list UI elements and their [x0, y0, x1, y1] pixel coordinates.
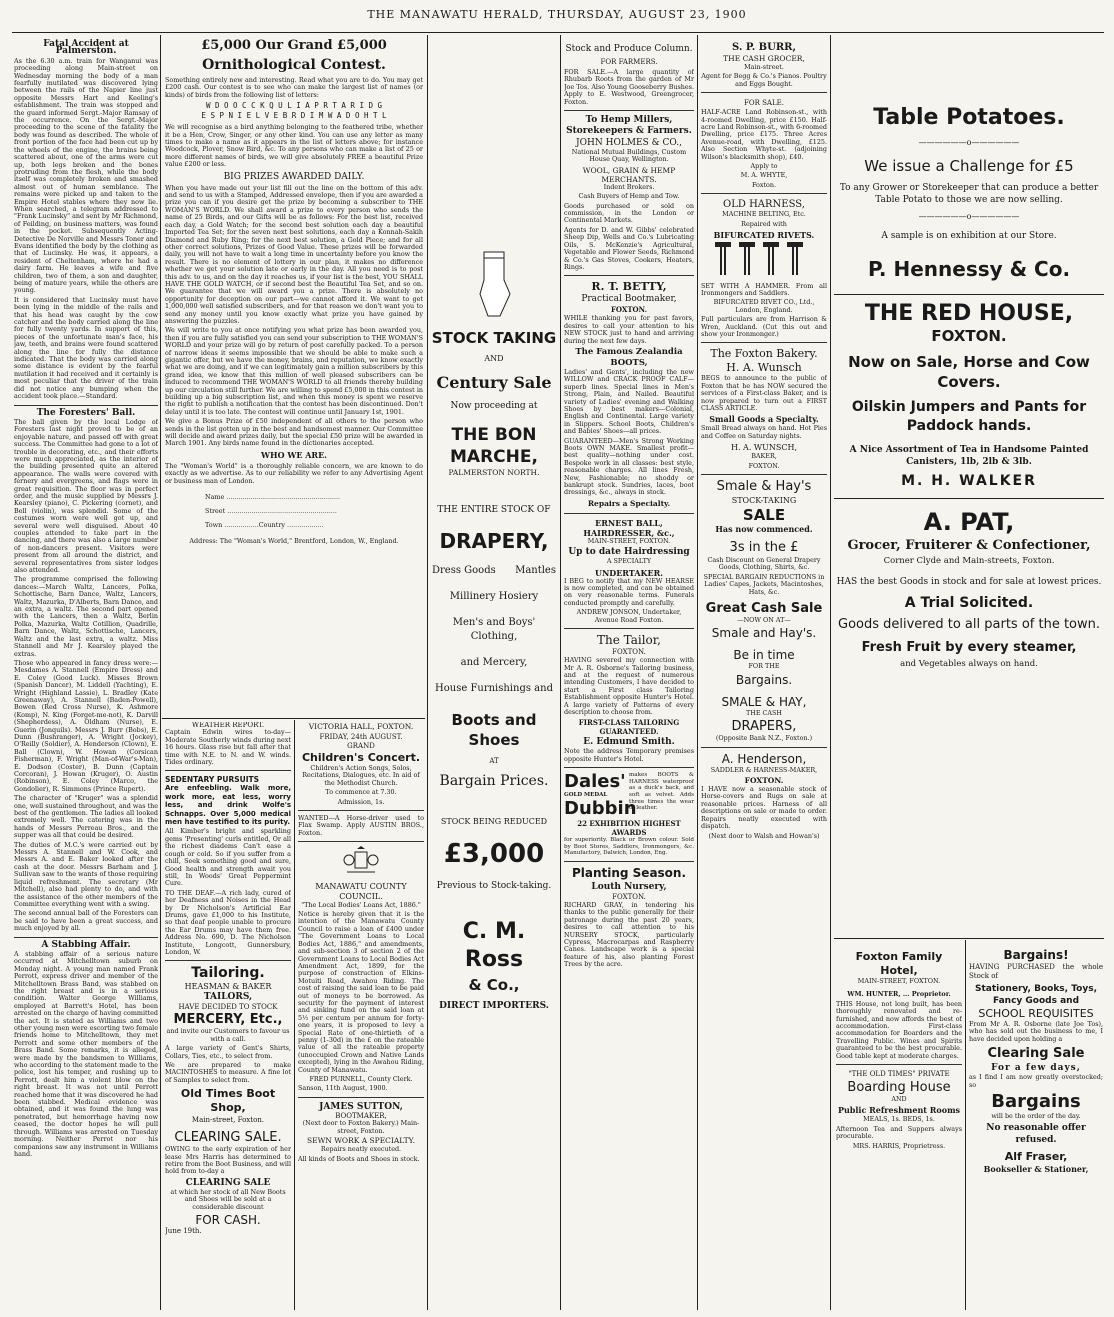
ma-whyte: M. A. WHYTE, — [740, 171, 788, 180]
ornament: ——————o—————— — [918, 212, 1020, 221]
article-paragraph: As the 6.30 a.m. train for Wanganui was proceeding along Main-street on Wednesday morning the body of a man fearfully mutilated was discovered lying between the rails of the Napier line just opposite Messrs Hart and Keeling's establishment. The train was stopped and the guard informed Sergt.-Major Ramsay of the occurrence. On the Sergt.-Major proceeding to the scene of the fatality the body was found as described. The whole of front portion of the face had been cut up by the wheels of the engine, the brains being scattered about, one of the arms were cut up, both legs broken and the bones protruding from the flesh, while the body itself was completely broken and smashed almost out of human semblance. The remains were picked up and taken to the Empire Hotel stables where they now lie. When searched, a telegram addressed to "Frank Lucinsky" and sent by Mr Richmond, of Feilding, on business matters, was found in the pocket. Subsequently Acting-Detective De Norville and Messrs Toner and Evans identified the body by the clothing as that of Lucinsky. He was, it appears, a resident of Cheltenham, where he had a dairy farm. He leaves a wife and five children, two of them, a son and daughter, being of mature years, while the others are young. — [14, 56, 158, 295]
be-in-time: Be in time — [733, 648, 795, 663]
sp-burr: S. P. BURR, — [732, 42, 796, 53]
contest-intro: Something entirely new and interesting. Read what you are to do. You may get £200 cash. Our contest is to see who can make the largest list of names (or kinds) of birds from the following list of letters: — [165, 76, 423, 99]
divider — [298, 810, 424, 811]
article-paragraph: The programme comprised the following dances:—March Waltz, Lancers, Polka, Schottische, Barn Dance, Waltz, Lancers, Waltz, Mazurka, D'Alberts, Barn Dance, and an extra, a waltz. The second part opened with the Lancers, then a Waltz, Berlin Polka, Mazurka, Waltz Cotillion, Quadrille, Barn Dance, Waltz, Schottische, Lancers, Waltz and the last extra, a waltz. Miss Stannell and Mr J. Kearsley played the extras. — [14, 575, 158, 658]
goods-delivered: Goods delivered to all parts of the town. — [838, 617, 1100, 632]
divider — [298, 1097, 424, 1098]
smale-hays: Smale & Hay's — [716, 479, 812, 494]
article-paragraph: The ball given by the local Lodge of Foresters last night proved to be of an enjoyable nature, and passed off with great success. The Committee had gone to a lot of trouble in decorating, etc., and their efforts were much appreciated, as the interior of the building presented quite an altered appearance. The walls were covered with fernery and evergreens, and flags were in great requisition. The floor was in perfect order, and the music supplied by Messrs J. Kearsley (piano), C. Pickering (cornet), and Bell (violin), was splendid. Some of the costumes worn were well got up, and several were well disguised. About 40 couples attended to take part in the dancing, and there was also a large number of non-dancers present. Visitors were present from all around the district, and several representatives from sister lodges also attended. — [14, 417, 158, 575]
boots-note: All kinds of Boots and Shoes in stock. — [298, 1154, 420, 1163]
drapery-heading: DRAPERY, — [439, 529, 549, 553]
oilskin-jumpers: Oilskin Jumpers and Pants for Paddock hands. — [851, 399, 1087, 434]
betty-town: FOXTON. — [610, 305, 648, 315]
divider — [701, 747, 827, 748]
col4-adverts — [564, 44, 694, 1310]
council-signature: FRED PURNELL, County Clerk. — [309, 1075, 413, 1083]
entire-stock: THE ENTIRE STOCK OF — [437, 505, 551, 515]
zealandia-boots: The Famous Zealandia BOOTS, — [575, 346, 683, 368]
bootmaker-label: BOOTMAKER, — [335, 1111, 387, 1120]
challenge-body: To any Grower or Storekeeper that can produce a better Table Potato to those we are now selling. — [839, 183, 1099, 205]
concert-body: Children's Action Songs, Solos, Recitations, Dialogues, etc. In aid of the Methodist Church. — [302, 764, 420, 787]
practical-bootmaker: Practical Bootmaker, — [581, 294, 677, 305]
contest-address: Address: The "Woman's World," Brentford, London, W., England. — [189, 537, 399, 546]
nursery-town: FOXTON. — [612, 892, 646, 901]
divider — [165, 960, 291, 961]
smale-hay: SMALE & HAY, — [721, 694, 807, 709]
alf-fraser: Alf Fraser, — [1004, 1150, 1068, 1164]
clearing-sale-heading: CLEARING SALE. — [174, 1130, 282, 1146]
boarding-house: Boarding House — [847, 1080, 951, 1096]
dales-dubbin-advert — [564, 772, 694, 819]
whyte-town: Foxton. — [751, 180, 777, 189]
sedentary-heading: SEDENTARY PURSUITS — [165, 775, 260, 785]
gold-medal: GOLD MEDAL — [564, 792, 608, 799]
and-co: & Co., — [468, 976, 520, 994]
divider — [14, 937, 158, 938]
divider — [834, 294, 1104, 295]
afternoon-tea: Afternoon Tea and Suppers always procurable. — [836, 1124, 962, 1141]
wool-grain-hemp: WOOL, GRAIN & HEMP MERCHANTS. — [582, 165, 676, 184]
hairdresser: HAIRDRESSER, &c., — [583, 527, 675, 538]
name-field-label: Name — [205, 493, 225, 502]
bookseller-advert — [969, 948, 1103, 1308]
palmerston-north: PALMERSTON NORTH. — [448, 468, 540, 477]
louth-nursery: Louth Nursery, — [591, 881, 667, 892]
mercery-line: and Mercery, — [460, 657, 528, 668]
holmes-agents: Agents for D. and W. Gibbs' celebrated Sheep Dip, Wells and Co.'s Lubricating Oils, S. McKenzie's Agricultural, Vegetable and Flower Seeds, Richmond & Co.'s Gas Stoves, Cookers, Heaters, Rings. — [564, 225, 694, 271]
foxton-family-hotel — [836, 950, 962, 1310]
century-sale: Century Sale — [436, 373, 552, 392]
having-purchased: HAVING PURCHASED the whole Stock of — [969, 963, 1103, 980]
weather-heading: WEATHER REPORT. — [191, 722, 265, 729]
wanted-advert: WANTED—A Horse-driver used to Flax Swamp. Apply AUSTIN BROS., Foxton. — [298, 814, 424, 837]
section-rule — [834, 938, 1104, 939]
school-requisites: SCHOOL REQUISITES — [978, 1007, 1094, 1020]
smale-and-hays: Smale and Hay's. — [711, 626, 817, 641]
contest-body: The "Woman's World" is a thoroughly reliable concern, we are known to do exactly as we advertise. As to our reliability we refer to any Advertising Agent or business man of London. — [165, 461, 423, 485]
holmes-goods: Goods purchased or sold on commission, in the London or Continental Markets. — [564, 201, 694, 225]
grocer-fruiterer: Grocer, Fruiterer & Confectioner, — [847, 538, 1091, 553]
repairs-note: Repairs neatly executed. — [320, 1145, 402, 1154]
three-shillings: 3s in the £ — [729, 540, 799, 555]
foxton-bakery: The Foxton Bakery. — [710, 347, 818, 361]
amount-3000: £3,000 — [443, 839, 545, 869]
exhibition-awards: 22 EXHIBITION HIGHEST AWARDS — [577, 819, 681, 838]
henderson-town: FOXTON. — [744, 776, 784, 786]
article-heading-stabbing-affair: A Stabbing Affair. — [41, 939, 131, 950]
and-label: AND — [891, 1095, 907, 1104]
divider — [564, 513, 694, 514]
divider — [165, 770, 291, 771]
letters-row: W D O O C C K Q U L I A P R T A R I D G — [205, 101, 383, 111]
divider — [564, 767, 694, 768]
stock-produce-heading: Stock and Produce Column. — [565, 44, 693, 54]
article-heading-fatal-accident: Fatal Accident at Palmerston. — [43, 39, 129, 57]
concert-grand: GRAND — [347, 742, 375, 750]
who-we-are-heading: WHO WE ARE. — [261, 449, 327, 460]
tailoring-decided: HAVE DECIDED TO STOCK — [178, 1003, 278, 1012]
great-cash-sale: Great Cash Sale — [705, 601, 823, 617]
mh-walker: M. H. WALKER — [901, 473, 1037, 489]
contest-advert — [165, 38, 423, 716]
weather-report: Captain Edwin wires to-day—Moderate Southerly winds during next 16 hours. Glass rise but fall after that time with N.E. to N. and W. winds. Tides ordinary. — [165, 728, 291, 767]
rivet-company: BIFURCATED RIVET CO., Ltd., London, England. — [713, 298, 815, 314]
old-times-private: "THE OLD TIMES" PRIVATE — [848, 1070, 950, 1079]
now-proceeding: Now proceeding at — [450, 401, 538, 411]
county-council-heading: MANAWATU COUNTY COUNCIL. — [315, 881, 407, 901]
hotel-proprietor: WM. HUNTER, ... Proprietor. — [847, 990, 951, 999]
old-harness: OLD HARNESS, — [723, 199, 805, 211]
has-commenced: Has now commenced. — [715, 524, 813, 534]
indent-brokers: Indent Brokers. — [603, 182, 655, 191]
mercery-heading: MERCERY, Etc., — [173, 1012, 283, 1028]
pointing-hand-icon — [430, 250, 558, 320]
council-notice: Notice is hereby given that it is the intention of the Manawatu County Council to raise a loan of £400 under "The Government Loans to Local Bodies Act, 1886," and amendments, and sub-section 3 of section 2 of the Government Loans to Local Bodies Act Amendment Act, 1899, for the purpose of construction of Elkins-Motuiti Road, Awahou Riding. The cost of raising the said loan to be paid out of moneys to be borrowed. As security for the payment of interest and sinking fund on the said loan at 5½ per centum per annum for forty-one years, it is proposed to levy a Special Rate of one-thirtieth of a penny (1-30d) in the £ on the rateable value of all the rateable property (unoccupied Crown and Native Lands excepted), lying in the Awahou Riding, County of Manawatu. — [298, 910, 424, 1074]
dales-small: for superiority. Black or Brown colour. Sold by Boot Stores, Saddlers, Ironmongers, &c. Manufactory, Dalwich, London, Eng. — [564, 837, 694, 857]
clearing-sale-body: at which her stock of all New Boots and Shoes will be sold at a considerable discount — [170, 1187, 286, 1211]
bargain-prices: Bargain Prices. — [439, 773, 549, 789]
challenge: We issue a Challenge for £5 — [864, 157, 1074, 175]
loans-act: "The Local Bodies' Loans Act, 1886." — [301, 900, 421, 909]
dress-goods: Dress Goods — [432, 565, 496, 576]
article-heading-foresters-ball: The Foresters' Ball. — [36, 407, 136, 418]
town-field-label: Town — [205, 521, 223, 530]
concert-date: FRIDAY, 24th AUGUST. — [319, 733, 403, 741]
old-times-address: Main-street, Foxton. — [191, 1116, 265, 1125]
at-label: AT — [489, 757, 499, 765]
coat-of-arms-icon — [298, 846, 424, 878]
cash-buyers: Cash Buyers of Hemp and Tow. — [578, 192, 680, 201]
rt-betty: R. T. BETTY, — [591, 280, 667, 294]
baker-label: BAKER, — [751, 452, 777, 461]
hotel-body: THIS House, not long built, has been thoroughly renovated and re-furnished, and now affords the best of accommodation. First-class accommodation for Boarders and the Travelling Public. Wines and Spirits guaranteed to be the best procurable. Good table kept at moderate charges. — [836, 999, 962, 1060]
rivet-particulars: Full particulars are from Harrison & Wren, Auckland. (Cut this out and show your Ironmonger.) — [701, 315, 827, 338]
prizes-heading: BIG PRIZES AWARDED DAILY. — [223, 171, 365, 182]
article-paragraph: A stabbing affair of a serious nature occurred at Mitchelltown suburb on Monday night. A young man named Frank Perrott, express driver and member of the Mitchelltown Brass Band, was stabbed on the right breast and is in a serious condition. Walter George Williams, employed at Barrett's Hotel, has been arrested on the charge of having committed the act. It is stated as Williams and two other young men were escorting two female friends home to Mitchelltown, they met Perrott and some other members of the Brass Band. Some remarks, it is alleged, were made by the bandsmen to Williams, who according to the statement made to the police, lost his temper, and rushing up to Perrott, dealt him a violent blow on the right breast. It was not until Perrott reached home that it was discovered he had been stabbed. Medical evidence was obtained, and it was found the lung was penetrated, but hemorrhage having now ceased, the doctor hopes he will pull through. Williams was arrested on Tuesday morning. Neither Perrot nor his companions saw any instrument in Williams hand. — [14, 949, 158, 1158]
smith-note: Note the address Temporary premises opposite Hunter's Hotel. — [564, 747, 694, 763]
refreshment-rooms: Public Refreshment Rooms — [837, 1105, 961, 1116]
stock-taking: STOCK-TAKING — [731, 496, 797, 505]
article-paragraph: Those who appeared in fancy dress were:—Mesdames A. Stannell (Empire Dress) and E. Coley (Good Luck). Misses Brown (Spanish Dancer), M. Liddell (Yachting), E. Wright (Highland Lassie), L. Bradley (Kate Greenaway), A. Stannell (Baden-Powell), Bowen (Red Cross Nurse), K. Ashmore (Komp), N. King (Forget-me-not), K. Darvill (Shepherdess), A. Oldham (Nurse), E. Guerin (Jonquils). Messrs J. Burr (Bobs), E. Dunn (Bushranger), A. Wright (Jockey), O'Reilly (Soldier), A. Henderson (Clown), E. Ball (Clown), W. Howan (Corsican Fisherman), F. Wright (Man-of-War's-Man), E. Dodson (Coster), B. Dunn (Captain Corcoran), J. Howan (Kruger), O. Austin (Robinson), E. Coley (Marco, the Gondolier), R. Simmons (Prince Rupert). — [14, 658, 158, 793]
town-field[interactable]: Town .................Country .................. — [205, 521, 324, 530]
zealandia-body: Ladies' and Gents', including the new WILLOW and CRACK PROOF CALF—superb lines. Special lines in Men's Strong, Plain, and Nailed. Beautiful variety of Ladies' evening and Walking Shoes by best makers—Colonial, English and Continental. Large variety in Slippers. School Boots, Children's and Babies' Shoes—all prices. — [564, 367, 694, 436]
bifurcated-rivets: BIFURCATED RIVETS. — [713, 230, 815, 241]
tailoring-firm: HEASMAN & BAKER — [184, 982, 272, 992]
saddler: SADDLER & HARNESS-MAKER, — [710, 765, 818, 774]
tailoring-invite: and invite our Customers to favour us with a call. — [166, 1027, 290, 1043]
bookseller-stationer: Bookseller & Stationer, — [983, 1164, 1089, 1175]
country-field-label: Country — [258, 521, 285, 530]
repairs-specialty: Repairs a Specialty. — [587, 498, 671, 508]
old-times-boot-shop: Old Times Boot Shop, — [180, 1087, 276, 1115]
column-divider — [560, 35, 561, 1310]
name-field[interactable]: Name ........................................................ — [205, 493, 341, 502]
cash-discount: Cash Discount on General Drapery Goods, Clothing, Shirts, &c. — [707, 556, 821, 572]
mantles: Mantles — [515, 565, 556, 576]
dress-goods-line — [430, 564, 558, 578]
tailoring-label: TAILORS, — [203, 992, 253, 1003]
tailor-town: FOXTON. — [612, 648, 646, 657]
col2-right-adverts — [298, 722, 424, 1312]
hemp-millers-heading: To Hemp Millers, Storekeepers & Farmers. — [566, 115, 692, 137]
divider — [701, 342, 827, 343]
sedentary-body: Are enfeebling. Walk more, work more, eat less, worry less, and drink Wolfe's Schnapps. Over 5,000 medical men have testified to its purity. — [165, 784, 291, 827]
sample-note: A sample is on exhibition at our Store. — [881, 231, 1057, 241]
sale-heading: SALE — [742, 506, 786, 524]
horse-cow-covers: Now on Sale, Horse and Cow Covers. — [848, 353, 1090, 391]
direct-importers: DIRECT IMPORTERS. — [439, 1001, 549, 1011]
tailoring-body: A large variety of Gent's Shirts, Collars, Ties, etc., to select from. — [165, 1044, 291, 1060]
millinery-line: Millinery Hosiery — [449, 591, 539, 602]
divider — [701, 474, 827, 475]
cash-grocer: THE CASH GROCER, — [723, 54, 805, 63]
up-to-date: Up to date Hairdressing — [568, 547, 690, 558]
boots-and-shoes: Boots and Shoes — [451, 711, 537, 749]
pat-best-goods: HAS the best Goods in stock and for sale at lowest prices. — [836, 577, 1102, 587]
meals-beds: MEALS, 1s. BEDS, 1s. — [863, 1115, 935, 1124]
stock-reduced: STOCK BEING REDUCED — [440, 817, 548, 826]
for-sale: FOR SALE. — [744, 99, 784, 108]
bargains-big: Bargains — [991, 1091, 1081, 1113]
contest-body: We will write to you at once notifying you what prize has been awarded you, then if you are fully satisfied you can send your subscription to THE WOMAN'S WORLD and your prize will go by return of post carefully packed. To a person of narrow ideas it seems impossible that we should be able to make such a gigantic offer, but we have the money, brains, and reputation, we know exactly what we are doing, and if we can legitimately gain a million subscribers by this grand idea, we know that this million of well pleased subscribers can be induced to recommend THE WOMAN'S WORLD to all friends thereby building up our circulation still further. We are willing to spend £5,000 in this contest in building up a big subscription list, and when this money is spent we reserve the right to publish a notification that the contest has been discontinued. Don't delay until it is too late. The contest will continue until January 1st, 1901. — [165, 326, 423, 416]
vegetables-note: and Vegetables always on hand. — [900, 659, 1038, 669]
section-rule — [162, 718, 425, 719]
now-on-at: —NOW ON AT— — [737, 616, 791, 625]
a-henderson: A. Henderson, — [721, 751, 807, 766]
fresh-fruit: Fresh Fruit by every steamer, — [861, 640, 1077, 655]
cm-ross: C. M. Ross — [462, 919, 526, 972]
divider — [701, 92, 827, 93]
childrens-concert: Children's Concert. — [301, 751, 421, 764]
col2-left-adverts — [165, 722, 291, 1312]
james-sutton: JAMES SUTTON, — [319, 1101, 403, 1112]
guaranteed-body: GUARANTEED—Men's Strong Working Boots OWN MAKE. Smallest profit—best quality—nothing under cost. Bespoke work in all classes: best style, reasonable charges. All lines Fresh, New, Fashionable; no shoddy or bankrupt stock. Sundries, laces, boot dressings, &c., always in stock. — [564, 436, 694, 497]
for-farmers: FOR FARMERS. — [600, 58, 658, 66]
next-door: (Next door to Walsh and Howan's) — [708, 831, 820, 840]
red-house: THE RED HOUSE, — [864, 301, 1074, 326]
sewn-work: SEWN WORK A SPECIALTY. — [306, 1136, 416, 1146]
first-class-tailoring: FIRST-CLASS TAILORING GUARANTEED. — [578, 718, 680, 737]
pat-address: Corner Clyde and Main-streets, Foxton. — [883, 556, 1055, 566]
table-potatoes: Table Potatoes. — [873, 105, 1065, 130]
tailoring-heading: Tailoring. — [191, 965, 265, 982]
no-offer-refused: No reasonable offer refused. — [986, 1123, 1086, 1146]
sedentary-verse: All Kimber's bright and sparkling gems 'Presenting' curls entitled, Or all the richest diadems Can't ease a cough or cold. So if you suffer from a chill, Seek something good and sure, Good health and strength await you still, In Woods' Great Peppermint Cure. — [165, 827, 291, 888]
family-hotel-heading: Foxton Family Hotel, — [855, 950, 943, 977]
specialty: A SPECIALTY — [606, 557, 652, 566]
clearing-sale-body: OWING to the early expiration of her lease Mrs Harris has determined to retire from the Boot Business, and will hold from to-day a — [165, 1145, 291, 1176]
column-divider — [697, 35, 698, 1310]
victoria-hall: VICTORIA HALL, FOXTON. — [308, 722, 414, 731]
bargains-bang: Bargains! — [1003, 948, 1069, 962]
and-label: AND — [484, 354, 504, 363]
column-divider — [160, 35, 161, 1310]
column-divider — [965, 940, 966, 1310]
for-cash: FOR CASH. — [195, 1213, 261, 1228]
for-the: FOR THE — [748, 662, 780, 671]
article-paragraph: It is considered that Lucinsky must have been lying in the middle of the rails and that his head was caught by the cow catcher and the body carried along the line for fully twenty yards. In support of this, pieces of the unfortunate man's face, his jaw, teeth, and brains were found scattered along the line for fully the distance indicated. That the body was carried along some distance is evident by the fearful mutilation it had received and it certainly is most peculiar that the driver of the train did not notice any bumping when the accident took place.—Standard. — [14, 295, 158, 401]
divider — [701, 193, 827, 194]
column-divider — [294, 720, 295, 1310]
order-of-day: will be the order of the day. — [991, 1112, 1081, 1121]
column-divider — [427, 35, 428, 1310]
sutton-address: (Next door to Foxton Bakery.) Main-street, Foxton. — [302, 1119, 420, 1135]
previous-stocktaking: Previous to Stock-taking. — [436, 881, 552, 891]
stationery-books: Stationery, Books, Toys, Fancy Goods and — [975, 984, 1097, 1006]
news-column — [14, 38, 158, 1313]
contest-subtitle: Ornithological Contest. — [202, 57, 386, 73]
the-tailor: The Tailor, — [596, 633, 661, 648]
divider — [834, 498, 1104, 499]
masthead: THE MANAWATU HERALD, THURSDAY, AUGUST 23, 1900 — [367, 8, 747, 21]
nursery-body: RICHARD GRAY, in tendering his thanks to the public generally for their patronage during the past 20 years, desires to call attention to his NURSERY STOCK, particularly Cypress, Macrocarpas and Raspberry Canes. Landscape work is a special feature of his, also planting Forest Trees by the acre. — [564, 900, 694, 969]
overstocked: as I find I am now greatly overstocked; so — [969, 1073, 1103, 1089]
contest-body: We give a Bonus Prize of £50 independent of all others to the person who sends in the list gotten up in the best and handsomest manner. Our Committee will decide and award prizes daily, but the special £50 prize will be awarded in March 1901. Any birds name found in the dictionaries accepted. — [165, 417, 423, 448]
undertaker: UNDERTAKER. — [594, 567, 664, 578]
divider — [564, 861, 694, 862]
rhubarb-for-sale: FOR SALE.—A large quantity of Rhubarb Roots from the garden of Mr Joe Tos. Also Young Gooseberry Bushes. Apply to E. Westwood, Greengrocer, Foxton. — [564, 68, 694, 106]
ornament: ——————o—————— — [918, 138, 1020, 147]
divider — [564, 628, 694, 629]
clearing-sale-subheading: CLEARING SALE — [185, 1177, 271, 1188]
house-furnishings: House Furnishings and — [435, 683, 553, 694]
the-cash: THE CASH — [746, 708, 782, 717]
undertaker-body: I BEG to notify that my NEW HEARSE is now completed, and can be obtained on very reasonable terms. Funerals conducted promptly and carefully. — [564, 576, 694, 607]
article-paragraph: The character of "Kruger" was a splendid one, well sustained throughout, and was the best of the gentlemen. The ladies all looked extremely well. The catering was in the hands of Messrs Perreau Bros., and the supper was all that could be desired. — [14, 794, 158, 840]
mrs-harris: MRS. HARRIS, Proprietress. — [852, 1141, 946, 1150]
tailoring-macs: We are prepared to make MACINTOSHES to measure. A fine lot of Samples to select from. — [165, 1061, 291, 1084]
contest-body: When you have made out your list fill out the line on the bottom of this adv. and send to us with a Stamped, Addressed envelope, then if you are awarded a prize you can if you desire get the prize by becoming a subscriber to THE WOMAN'S WORLD. We shall award a prize to every person who sends the name of 25 Birds, and our Gifts will be as follows: For the best list, received each day, a Gold Watch; for the second best solution each day a beautiful Imported Tea Set; for the seven next best solutions, each day a Konnah-Sakih Diamond and Ruby Ring; for the next best solution, a Gold Piece; and for all other correct solutions, Prizes of Good Value. These prizes will be forwarded daily, you will not have to wait a long time in uncertainty before you know the result. There is no element of lottery in our plan, it makes no difference whether we get your solution late or early in the day. All you need is to post this adv. to us, and on the day it reaches us, if your list is the best, YOU SHALL HAVE THE GOLD WATCH, or if second best the Beautiful Tea Set, and so on. We guarantee that we will award you a prize. There is absolutely no opportunity for deception on our part—we cannot afford it. We want to get 1,000,000 well satisfied subscribers, and for that reason we don't want you to send any money until you know exactly what prize you have gained by answering the puzzles. — [165, 183, 423, 325]
red-house-town: FOXTON. — [931, 327, 1007, 345]
holmes-address: National Mutual Buildings, Custom House Quay, Wellington. — [571, 148, 687, 164]
p-hennessy: P. Hennessy & Co. — [867, 257, 1071, 281]
machine-belting: MACHINE BELTING, Etc. — [722, 210, 806, 219]
drapers: DRAPERS, — [731, 719, 797, 735]
tailor-body: HAVING severed my connection with Mr A. R. Osborne's Tailoring business, and at the request of numerous intending Customers, I have decided to start a First class Tailoring Establishment opposite Hunter's Hotel. A large variety of Patterns of every description to choose from. — [564, 656, 694, 716]
ernest-ball: ERNEST BALL, — [595, 517, 663, 528]
divider — [298, 841, 424, 842]
letters-row: E S P N I E L V E B R D I M W A D O H T L — [201, 111, 387, 121]
concert-time: To commence at 7.30. — [325, 788, 397, 797]
land-for-sale: HALF-ACRE Land Robinson-st., with 4-roomed Dwelling, price £150. Half-acre Land Robinson-st., with 6-roomed Dwelling, price £175. Three Acres Avenue-road, with Dwelling, £125. Also Section Whyte-st. (adjoining Wilson's blacksmith shop), £40. — [701, 108, 827, 161]
special-bargain: SPECIAL BARGAIN REDUCTIONS in Ladies' Capes, Jackets, Macintoshes, Hats, &c. — [703, 572, 825, 596]
contest-body: We will recognise as a bird anything belonging to the feathered tribe, whether it be a Hen, Crow, Singer, or any other kind. You can use any letter as many times to make a name as it appears in the list of letters above; for instance Woodcock, Plover, Snow Bird, &c. To any persons who can make a list of 25 or more different names of birds, we will give absolutely FREE a beautiful Prize value £200 or less. — [165, 123, 423, 169]
divider — [564, 110, 694, 111]
contest-title: £5,000 Our Grand £5,000 — [201, 38, 387, 53]
burr-main: Main-street. — [744, 63, 784, 71]
clearing-sale: Clearing Sale — [987, 1046, 1085, 1062]
top-rule — [12, 32, 1104, 33]
small-bread: Small Bread always on hand. Hot Pies and Coffee on Saturday nights. — [701, 424, 827, 440]
betty-body: WHILE thanking you for past favors, desires to call your attention to his NEW STOCK just to hand and arriving during the next few days. — [564, 314, 694, 345]
bargains-heading: Bargains. — [735, 672, 793, 687]
tea-assortment: A Nice Assortment of Tea in Handsome Painted Canisters, 1lb, 2lb & 3lb. — [849, 445, 1089, 467]
undertaker-sign: ANDREW JONSON, Undertaker, Avenue Road Foxton. — [576, 608, 682, 624]
opposite-bank: (Opposite Bank N.Z., Foxton.) — [715, 734, 813, 743]
divider — [14, 405, 158, 406]
rivets-icon — [701, 242, 827, 280]
edmund-smith: E. Edmund Smith. — [583, 737, 675, 748]
deaf-notice: TO THE DEAF.—A rich lady, cured of her Deafness and Noises in the Head by Dr Nicholson's Artificial Ear Drums, gave £1,000 to his Institute, so that deaf people unable to procure the Ear Drums may have them free. Address No. 690, D. The Nicholson Institute, Longcott, Gunnersbury, London, W. — [165, 888, 291, 956]
col5-adverts — [701, 42, 827, 1310]
dales-side: makes BOOTS & HARNESS waterproof as a duck's back, and soft as velvet. Adds three times the wear of leather. — [629, 772, 694, 812]
henderson-body: I HAVE now a seasonable stock of Horse-covers and Rugs on sale at reasonable prices. Harness of all descriptions on sale or made to order. Repairs neatly executed with dispatch. — [701, 785, 827, 831]
planting-season: Planting Season. — [571, 865, 687, 880]
stocktaking-heading: STOCK TAKING — [431, 329, 557, 347]
ball-address: MAIN-STREET, FOXTON. — [587, 536, 671, 545]
clearing-date: June 19th. — [165, 1227, 202, 1236]
column-divider — [830, 35, 831, 1310]
ha-wunsch: H. A. Wunsch — [726, 361, 802, 375]
ross-advert — [430, 38, 558, 1308]
street-field[interactable]: Street ...................................................... — [205, 507, 337, 516]
few-days: For a few days, — [991, 1063, 1081, 1074]
article-paragraph: The second annual ball of the Foresters can be said to have been a great success, and much enjoyed by all. — [14, 909, 158, 933]
divider — [564, 275, 694, 276]
concert-admission: Admission, 1s. — [337, 797, 385, 806]
article-paragraph: The duties of M.C.'s were carried out by Messrs A. Stannell and W. Cook, and Messrs A. and E. Baker looked after the cash at the door. Messrs Barham and J. Sullivan saw to the wants of those requiring liquid refreshment. The secretary (Mr Mitchell), also had plenty to do, and with the assistance of the other members of the Committee everything went with a swing. — [14, 840, 158, 908]
rivets-body: SET WITH A HAMMER. From all Ironmongers and Saddlers. — [701, 281, 827, 297]
hotel-address: MAIN-STREET, FOXTON. — [857, 977, 941, 985]
john-holmes: JOHN HOLMES & CO., — [576, 138, 682, 149]
from-osborne: From Mr A. R. Osborne (late Joe Tos), who has sold out the business to me, I have decided upon holding a — [969, 1020, 1103, 1043]
divider — [836, 1064, 962, 1065]
bon-marche: THE BON MARCHE, — [450, 425, 538, 467]
small-goods: Small Goods a Specialty. — [709, 414, 819, 425]
clothing-line: Men's and Boys' Clothing, — [452, 617, 536, 642]
dubbin-logo: Dubbin — [564, 798, 637, 820]
wunsch-sign: H. A. WUNSCH, — [730, 443, 797, 453]
bakery-body: BEGS to announce to the public of Foxton that he has NOW secured the services of a First-class Baker, and is now prepared to turn out a FIRST CLASS ARTICLE. — [701, 374, 827, 412]
street-field-label: Street — [205, 507, 226, 516]
repaired-with: Repaired with — [741, 219, 787, 228]
dales-logo: Dales' — [564, 771, 626, 793]
council-date: Sanson, 11th August, 1900. — [298, 1084, 388, 1093]
trial-solicited: A Trial Solicited. — [904, 595, 1034, 611]
baker-town: FOXTON. — [748, 461, 780, 470]
a-pat: A. PAT, — [923, 508, 1015, 536]
apply-to: Apply to — [750, 162, 778, 171]
burr-agent: Agent for Begg & Co.'s Pianos. Poultry and Eggs Bought. — [701, 72, 827, 88]
